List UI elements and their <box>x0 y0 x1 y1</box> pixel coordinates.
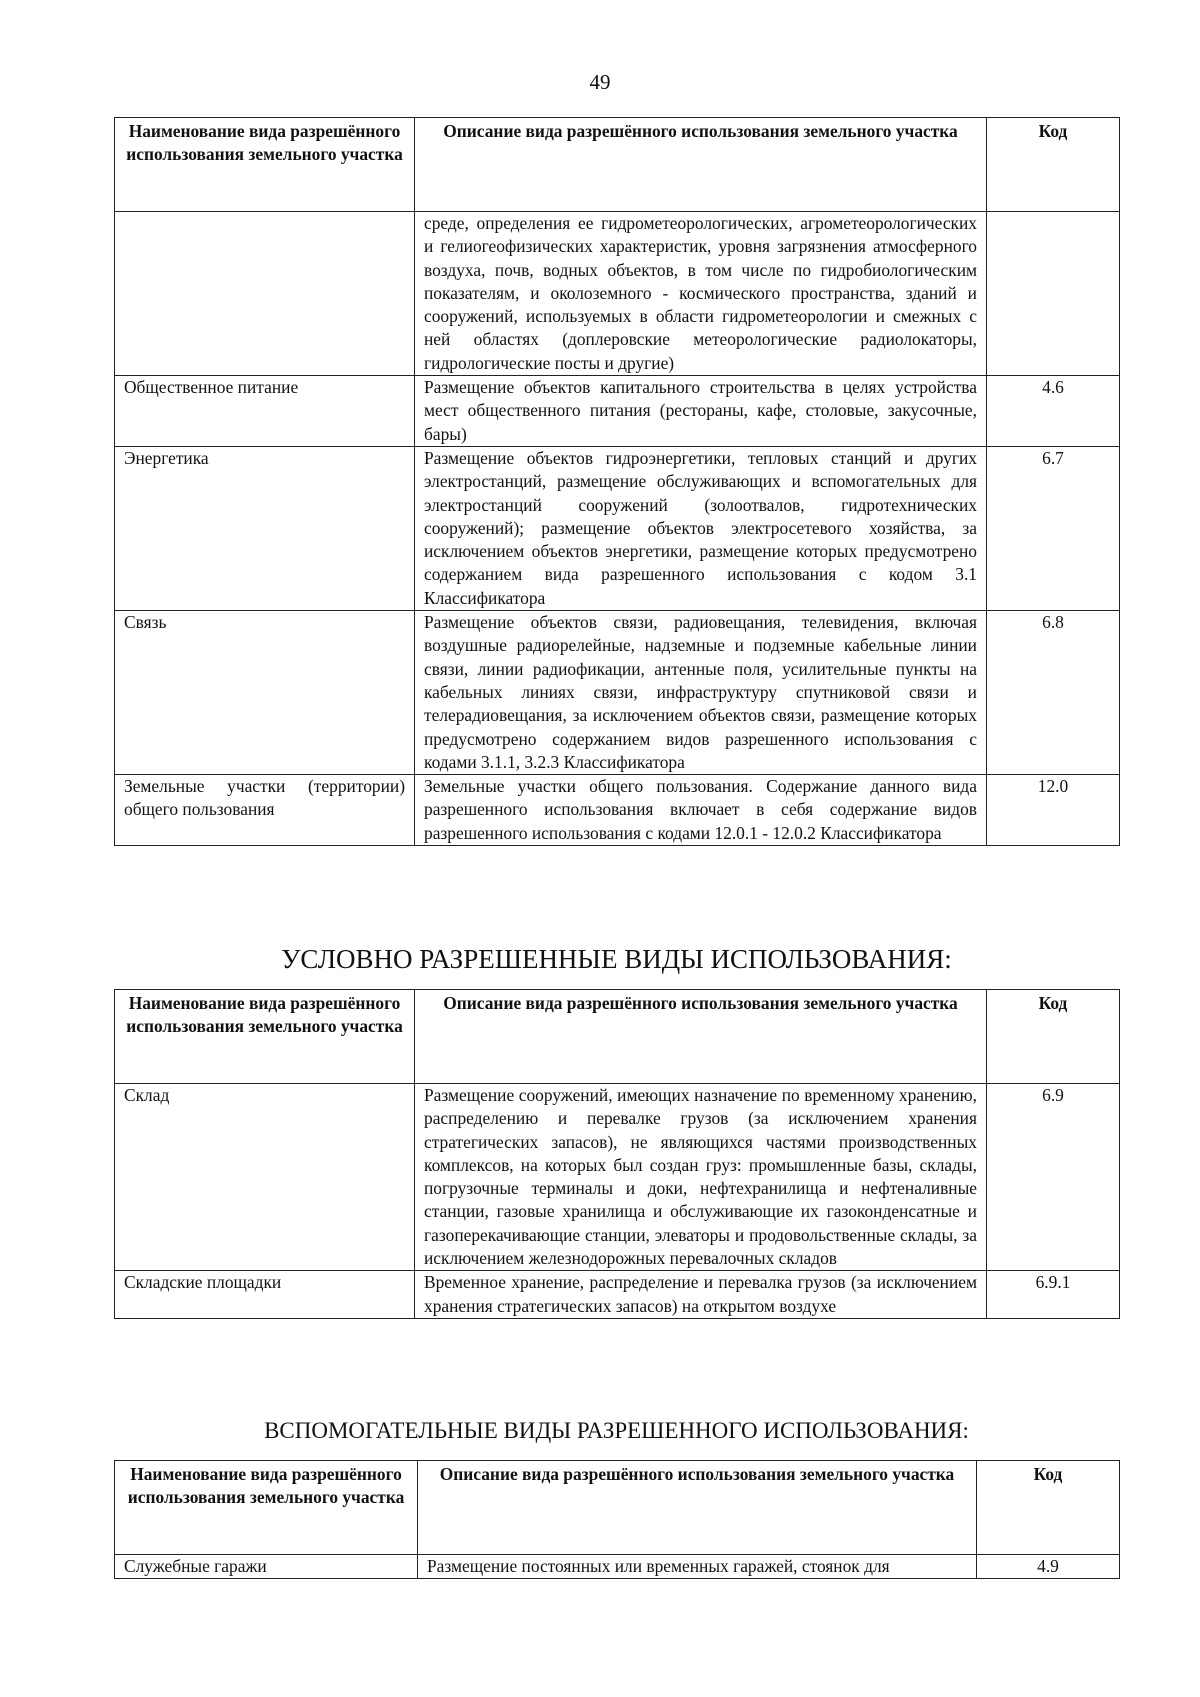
section-title-conditional-uses: УСЛОВНО РАЗРЕШЕННЫЕ ВИДЫ ИСПОЛЬЗОВАНИЯ: <box>281 944 952 974</box>
row-name: Общественное питание <box>115 376 415 447</box>
row-description: Земельные участки общего пользования. Содержание данного вида разрешенного использования включает в себя содержание видов разрешенного использования с кодами 12.0.1 - 12.0.2 Классификатора <box>415 775 987 846</box>
header-description: Описание вида разрешённого использования земельного участка <box>415 118 987 212</box>
table-header-row <box>115 990 1120 1084</box>
row-code: 12.0 <box>987 775 1120 846</box>
row-name: Земельные участки (территории) общего пользования <box>115 775 415 846</box>
row-description: Размещение объектов капитального строительства в целях устройства мест общественного питания (рестораны, кафе, столовые, закусочные, бары) <box>415 376 987 447</box>
header-code: Код <box>977 1461 1120 1555</box>
table-row <box>115 376 1120 447</box>
table-row <box>115 1271 1120 1319</box>
conditional-uses-table <box>114 989 1120 1319</box>
row-description: Размещение объектов гидроэнергетики, тепловых станций и других электростанций, размещение обслуживающих и вспомогательных для электростанций сооружений (золоотвалов, гидротехнических сооружений); размещение объектов электросетевого хозяйства, за исключением объектов энергетики, размещение которых предусмотрено содержанием вида разрешенного использования с кодом 3.1 Классификатора <box>415 446 987 610</box>
table-row <box>115 775 1120 846</box>
row-code <box>987 212 1120 376</box>
row-description: Размещение сооружений, имеющих назначение по временному хранению, распределению и перевалке грузов (за исключением хранения стратегических запасов), не являющихся частями производственных комплексов, на которых был создан груз: промышленные базы, склады, погрузочные терминалы и доки, нефтехранилища и нефтеналивные станции, газовые хранилища и обслуживающие их газоконденсатные и газоперекачивающие станции, элеваторы и продовольственные склады, за исключением железнодорожных перевалочных складов <box>415 1084 987 1271</box>
row-description: Размещение постоянных или временных гаражей, стоянок для <box>418 1555 977 1579</box>
row-code: 4.9 <box>977 1555 1120 1579</box>
section-title-auxiliary-uses: ВСПОМОГАТЕЛЬНЫЕ ВИДЫ РАЗРЕШЕННОГО ИСПОЛЬЗОВАНИЯ: <box>264 1418 969 1443</box>
table-row <box>115 1084 1120 1271</box>
row-name: Связь <box>115 611 415 775</box>
row-name: Склад <box>115 1084 415 1271</box>
table-header-row <box>115 1461 1120 1555</box>
table-row <box>115 611 1120 775</box>
header-name: Наименование вида разрешённого использования земельного участка <box>115 118 415 212</box>
row-code: 6.7 <box>987 446 1120 610</box>
auxiliary-uses-table <box>114 1460 1120 1579</box>
row-code: 6.8 <box>987 611 1120 775</box>
row-code: 6.9 <box>987 1084 1120 1271</box>
row-name: Служебные гаражи <box>115 1555 418 1579</box>
permitted-uses-table <box>114 117 1120 846</box>
table-header-row <box>115 118 1120 212</box>
table-row <box>115 1555 1120 1579</box>
page-number: 49 <box>589 70 611 94</box>
row-description: среде, определения ее гидрометеорологических, агрометеорологических и гелиогеофизических характеристик, уровня загрязнения атмосферного воздуха, почв, водных объектов, в том числе по гидробиологическим показателям, и околоземного - космического пространства, зданий и сооружений, используемых в области гидрометеорологии и смежных с ней областях (доплеровские метеорологические радиолокаторы, гидрологические посты и другие) <box>415 212 987 376</box>
header-name: Наименование вида разрешённого использования земельного участка <box>115 1461 418 1555</box>
header-name: Наименование вида разрешённого использования земельного участка <box>115 990 415 1084</box>
header-code: Код <box>987 118 1120 212</box>
table-row <box>115 446 1120 610</box>
row-name: Складские площадки <box>115 1271 415 1319</box>
table-row <box>115 212 1120 376</box>
header-description: Описание вида разрешённого использования земельного участка <box>418 1461 977 1555</box>
row-name <box>115 212 415 376</box>
header-description: Описание вида разрешённого использования земельного участка <box>415 990 987 1084</box>
row-code: 6.9.1 <box>987 1271 1120 1319</box>
row-description: Размещение объектов связи, радиовещания, телевидения, включая воздушные радиорелейные, надземные и подземные кабельные линии связи, линии радиофикации, антенные поля, усилительные пункты на кабельных линиях связи, инфраструктуру спутниковой связи и телерадиовещания, за исключением объектов связи, размещение которых предусмотрено содержанием видов разрешенного использования с кодами 3.1.1, 3.2.3 Классификатора <box>415 611 987 775</box>
header-code: Код <box>987 990 1120 1084</box>
row-name: Энергетика <box>115 446 415 610</box>
row-description: Временное хранение, распределение и перевалка грузов (за исключением хранения стратегических запасов) на открытом воздухе <box>415 1271 987 1319</box>
row-code: 4.6 <box>987 376 1120 447</box>
